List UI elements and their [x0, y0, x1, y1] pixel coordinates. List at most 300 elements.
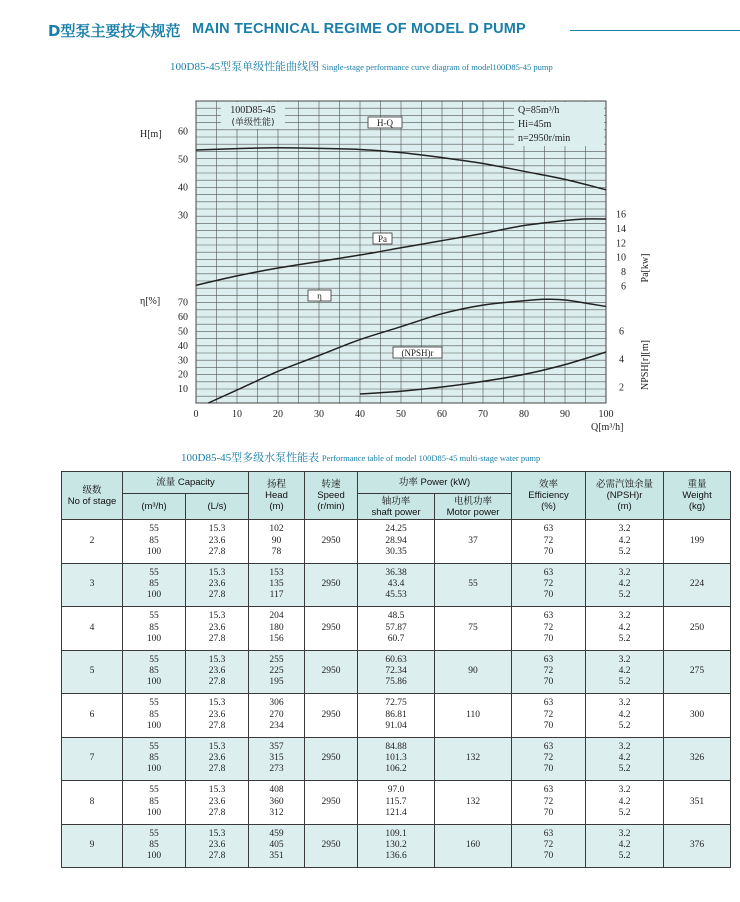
cell-npsh [586, 824, 664, 868]
cell-value: 91.04 [385, 720, 407, 731]
cell-npsh [586, 694, 664, 738]
cell-value: 234 [269, 720, 284, 731]
cell-value: 23.6 [208, 535, 226, 546]
cell-value: 5.2 [618, 633, 631, 644]
table-row [62, 650, 731, 694]
pa-tick-label: 10 [616, 252, 626, 264]
header-head: 扬程 Head (m) [249, 472, 305, 520]
cell-eff [512, 694, 586, 738]
spec-line: Hi=45m [518, 119, 552, 130]
cell-value: 156 [269, 633, 284, 644]
cell-value: 27.8 [208, 546, 226, 557]
cell-stage: 2 [62, 520, 123, 564]
page-header [48, 20, 738, 44]
npsh-axis-label: NPSH[r][m] [640, 340, 651, 390]
cell-npsh [586, 650, 664, 694]
h-tick-label: 30 [178, 210, 188, 222]
cell-value: 23.6 [208, 579, 226, 590]
cell-value: 72 [543, 622, 554, 633]
spec-line: Q=85m³/h [518, 105, 560, 116]
cell-value: 70 [543, 851, 554, 862]
cell-value: 153 [269, 567, 284, 578]
cell-value: 5.2 [618, 851, 631, 862]
cell-motor: 55 [435, 563, 512, 607]
cell-value: 85 [149, 579, 159, 590]
cell-weight: 351 [664, 781, 731, 825]
cell-value: 72 [543, 840, 554, 851]
cell-motor: 75 [435, 607, 512, 651]
cell-value: 15.3 [208, 654, 226, 665]
cell-ls [186, 520, 249, 564]
cell-m3h [123, 520, 186, 564]
cell-speed: 2950 [305, 520, 358, 564]
cell-shaft [358, 650, 435, 694]
cell-head [249, 781, 305, 825]
cell-npsh [586, 520, 664, 564]
cell-value: 357 [269, 741, 284, 752]
cell-value: 3.2 [618, 741, 631, 752]
cell-stage: 4 [62, 607, 123, 651]
cell-value: 63 [543, 567, 554, 578]
cell-value: 63 [543, 785, 554, 796]
cell-shaft [358, 520, 435, 564]
cell-value: 106.2 [385, 764, 407, 775]
cell-value: 136.6 [385, 851, 407, 862]
cell-speed: 2950 [305, 781, 358, 825]
cell-value: 315 [269, 753, 284, 764]
header-rule [570, 30, 740, 31]
x-tick-label: 50 [396, 409, 406, 420]
x-tick-label: 90 [560, 409, 570, 420]
cell-motor: 110 [435, 694, 512, 738]
cell-value: 100 [146, 590, 162, 601]
table-row [62, 737, 731, 781]
npsh-tick-label: 6 [619, 326, 624, 338]
cell-value: 72 [543, 753, 554, 764]
cell-speed: 2950 [305, 737, 358, 781]
pa-tick-label: 6 [621, 281, 626, 293]
cell-speed: 2950 [305, 563, 358, 607]
cell-value: 85 [149, 796, 159, 807]
cell-value: 60.7 [387, 633, 405, 644]
cell-value: 135 [269, 579, 284, 590]
cell-value: 45.53 [385, 590, 407, 601]
pa-axis-label: Pa[kw] [640, 253, 651, 283]
x-tick-label: 60 [437, 409, 447, 420]
cell-value: 28.94 [385, 535, 407, 546]
eta-tick-label: 30 [178, 355, 188, 367]
cell-shaft [358, 563, 435, 607]
npsh-tick-label: 2 [619, 382, 624, 394]
cell-eff [512, 607, 586, 651]
cell-value: 408 [269, 785, 284, 796]
cell-head [249, 650, 305, 694]
header-npsh: 必需汽蚀余量 (NPSH)r (m) [586, 472, 664, 520]
performance-table [61, 471, 731, 868]
cell-value: 36.38 [385, 567, 407, 578]
table-body [62, 520, 731, 868]
series-label: (NPSH)r [401, 348, 434, 358]
cell-value: 15.3 [208, 741, 226, 752]
cell-value: 3.2 [618, 524, 631, 535]
cell-value: 23.6 [208, 666, 226, 677]
cell-value: 109.1 [385, 828, 407, 839]
cell-value: 23.6 [208, 796, 226, 807]
cell-eff [512, 563, 586, 607]
pa-tick-label: 16 [616, 209, 626, 221]
cell-value: 15.3 [208, 785, 226, 796]
header-title-cn: D型泵主要技术规范 [48, 22, 181, 40]
cell-m3h [123, 607, 186, 651]
cell-value: 459 [269, 828, 284, 839]
cell-value: 72.75 [385, 698, 407, 709]
cell-value: 15.3 [208, 524, 226, 535]
cell-ls [186, 737, 249, 781]
x-tick-label: 10 [232, 409, 242, 420]
cell-npsh [586, 563, 664, 607]
cell-ls [186, 650, 249, 694]
cell-value: 60.63 [385, 654, 407, 665]
cell-value: 27.8 [208, 807, 226, 818]
cell-value: 72 [543, 796, 554, 807]
table-row [62, 694, 731, 738]
cell-value: 85 [149, 666, 159, 677]
cell-value: 55 [149, 654, 159, 665]
cell-value: 97.0 [387, 785, 405, 796]
table-row [62, 824, 731, 868]
eta-tick-label: 70 [178, 297, 188, 309]
table-row [62, 607, 731, 651]
cell-value: 5.2 [618, 546, 631, 557]
x-tick-label: 20 [273, 409, 283, 420]
header-capacity: 流量 Capacity [123, 472, 249, 494]
cell-value: 15.3 [208, 828, 226, 839]
cell-ls [186, 781, 249, 825]
cell-value: 72 [543, 535, 554, 546]
cell-value: 55 [149, 828, 159, 839]
table-row [62, 563, 731, 607]
cell-m3h [123, 694, 186, 738]
cell-value: 3.2 [618, 567, 631, 578]
cell-eff [512, 650, 586, 694]
header-weight: 重量 Weight (kg) [664, 472, 731, 520]
cell-value: 405 [269, 840, 284, 851]
cell-stage: 6 [62, 694, 123, 738]
cell-value: 4.2 [618, 622, 631, 633]
cell-value: 130.2 [385, 840, 407, 851]
cell-value: 100 [146, 677, 162, 688]
cell-weight: 326 [664, 737, 731, 781]
cell-value: 100 [146, 546, 162, 557]
cell-value: 312 [269, 807, 284, 818]
cell-value: 5.2 [618, 807, 631, 818]
cell-value: 306 [269, 698, 284, 709]
cell-value: 30.35 [385, 546, 407, 557]
cell-m3h [123, 824, 186, 868]
cell-motor: 90 [435, 650, 512, 694]
cell-value: 75.86 [385, 677, 407, 688]
eta-tick-label: 60 [178, 312, 188, 324]
cell-value: 101.3 [385, 753, 407, 764]
table-subtitle-en: Performance table of model 100D85-45 multi-stage water pump [321, 453, 541, 463]
cell-value: 43.4 [387, 579, 405, 590]
header-power: 功率 Power (kW) [358, 472, 512, 494]
cell-value: 23.6 [208, 709, 226, 720]
cell-m3h [123, 563, 186, 607]
cell-npsh [586, 607, 664, 651]
h-tick-label: 40 [178, 182, 188, 194]
cell-value: 270 [269, 709, 284, 720]
cell-m3h [123, 781, 186, 825]
cell-value: 63 [543, 524, 554, 535]
cell-motor: 132 [435, 737, 512, 781]
cell-weight: 224 [664, 563, 731, 607]
cell-value: 23.6 [208, 622, 226, 633]
cell-value: 85 [149, 840, 159, 851]
cell-value: 24.25 [385, 524, 407, 535]
pa-tick-label: 8 [621, 267, 626, 279]
cell-value: 15.3 [208, 611, 226, 622]
cell-shaft [358, 824, 435, 868]
cell-value: 85 [149, 622, 159, 633]
cell-head [249, 607, 305, 651]
cell-value: 55 [149, 698, 159, 709]
cell-npsh [586, 781, 664, 825]
h-tick-label: 50 [178, 154, 188, 166]
cell-value: 4.2 [618, 666, 631, 677]
header-cap-m3h: (m³/h) [123, 494, 186, 520]
cell-value: 195 [269, 677, 284, 688]
cell-ls [186, 694, 249, 738]
cell-motor: 132 [435, 781, 512, 825]
cell-head [249, 824, 305, 868]
cell-value: 84.88 [385, 741, 407, 752]
cell-eff [512, 824, 586, 868]
series-label: η [317, 291, 322, 301]
cell-value: 90 [271, 535, 282, 546]
cell-value: 63 [543, 828, 554, 839]
eta-tick-label: 50 [178, 326, 188, 338]
cell-weight: 376 [664, 824, 731, 868]
eta-tick-label: 40 [178, 340, 188, 352]
cell-value: 70 [543, 807, 554, 818]
cell-head [249, 694, 305, 738]
cell-value: 85 [149, 709, 159, 720]
cell-weight: 250 [664, 607, 731, 651]
cell-value: 27.8 [208, 677, 226, 688]
x-tick-label: 100 [598, 409, 614, 420]
cell-speed: 2950 [305, 650, 358, 694]
cell-value: 85 [149, 753, 159, 764]
cell-shaft [358, 694, 435, 738]
cell-shaft [358, 737, 435, 781]
cell-value: 72.34 [385, 666, 407, 677]
cell-motor: 160 [435, 824, 512, 868]
eta-axis-label: η[%] [140, 296, 161, 307]
x-tick-label: 80 [519, 409, 529, 420]
chart-subtitle-cn: 100D85-45型泵单级性能曲线图 [170, 61, 320, 73]
cell-weight: 199 [664, 520, 731, 564]
cell-value: 4.2 [618, 840, 631, 851]
x-tick-label: 0 [193, 409, 199, 420]
cell-value: 70 [543, 633, 554, 644]
cell-value: 63 [543, 698, 554, 709]
x-axis-label: Q[m³/h] [591, 422, 624, 433]
table-subtitle [181, 449, 540, 465]
eta-tick-label: 20 [178, 369, 188, 381]
cell-eff [512, 737, 586, 781]
cell-value: 3.2 [618, 611, 631, 622]
cell-value: 121.4 [385, 807, 407, 818]
cell-value: 63 [543, 654, 554, 665]
cell-value: 255 [269, 654, 284, 665]
chart-subtitle-en: Single-stage performance curve diagram of model100D85-45 pump [321, 62, 553, 72]
cell-weight: 275 [664, 650, 731, 694]
cell-value: 3.2 [618, 785, 631, 796]
cell-stage: 7 [62, 737, 123, 781]
header-speed: 转速 Speed (r/min) [305, 472, 358, 520]
cell-value: 102 [269, 524, 284, 535]
cell-value: 27.8 [208, 633, 226, 644]
cell-npsh [586, 737, 664, 781]
cell-value: 55 [149, 524, 159, 535]
pa-tick-label: 14 [616, 223, 626, 235]
cell-head [249, 737, 305, 781]
cell-value: 100 [146, 633, 162, 644]
cell-motor: 37 [435, 520, 512, 564]
x-tick-label: 70 [478, 409, 488, 420]
cell-value: 63 [543, 741, 554, 752]
cell-value: 78 [271, 546, 282, 557]
cell-eff [512, 520, 586, 564]
cell-stage: 3 [62, 563, 123, 607]
header-shaft-power: 轴功率 shaft power [358, 494, 435, 520]
header-stage: 级数 No of stage [62, 472, 123, 520]
cell-value: 55 [149, 611, 159, 622]
h-axis-label: H[m] [140, 129, 162, 140]
cell-value: 3.2 [618, 828, 631, 839]
cell-value: 15.3 [208, 698, 226, 709]
cell-stage: 8 [62, 781, 123, 825]
cell-value: 27.8 [208, 764, 226, 775]
eta-tick-label: 10 [178, 384, 188, 396]
cell-value: 70 [543, 546, 554, 557]
series-label: H-Q [377, 118, 393, 128]
header-cap-ls: (L/s) [186, 494, 249, 520]
header-title-en: MAIN TECHNICAL REGIME OF MODEL D PUMP [192, 21, 526, 37]
cell-value: 100 [146, 764, 162, 775]
cell-value: 180 [269, 622, 284, 633]
cell-value: 55 [149, 785, 159, 796]
cell-value: 27.8 [208, 720, 226, 731]
cell-speed: 2950 [305, 694, 358, 738]
cell-value: 225 [269, 666, 284, 677]
cell-shaft [358, 781, 435, 825]
series-label: Pa [378, 234, 387, 244]
header-motor-power: 电机功率 Motor power [435, 494, 512, 520]
cell-value: 70 [543, 764, 554, 775]
cell-m3h [123, 650, 186, 694]
cell-value: 72 [543, 666, 554, 677]
cell-speed: 2950 [305, 824, 358, 868]
chart-subtitle [170, 58, 553, 74]
spec-line: n=2950r/min [518, 133, 571, 144]
cell-value: 351 [269, 851, 284, 862]
cell-value: 70 [543, 677, 554, 688]
cell-value: 85 [149, 535, 159, 546]
cell-value: 204 [269, 611, 284, 622]
cell-value: 15.3 [208, 567, 226, 578]
cell-value: 5.2 [618, 764, 631, 775]
cell-ls [186, 607, 249, 651]
cell-value: 3.2 [618, 654, 631, 665]
cell-value: 100 [146, 851, 162, 862]
cell-value: 55 [149, 741, 159, 752]
table-subtitle-cn: 100D85-45型多级水泵性能表 [181, 452, 320, 464]
cell-value: 86.81 [385, 709, 407, 720]
cell-ls [186, 563, 249, 607]
cell-value: 72 [543, 579, 554, 590]
cell-value: 23.6 [208, 753, 226, 764]
cell-value: 72 [543, 709, 554, 720]
cell-value: 57.87 [385, 622, 407, 633]
cell-value: 4.2 [618, 709, 631, 720]
cell-value: 70 [543, 590, 554, 601]
cell-stage: 9 [62, 824, 123, 868]
cell-value: 4.2 [618, 796, 631, 807]
cell-value: 27.8 [208, 590, 226, 601]
cell-stage: 5 [62, 650, 123, 694]
x-tick-label: 40 [355, 409, 365, 420]
cell-value: 5.2 [618, 590, 631, 601]
cell-value: 360 [269, 796, 284, 807]
table-row [62, 520, 731, 564]
table-row [62, 781, 731, 825]
cell-value: 55 [149, 567, 159, 578]
cell-value: 4.2 [618, 753, 631, 764]
cell-value: 5.2 [618, 677, 631, 688]
cell-value: 70 [543, 720, 554, 731]
cell-weight: 300 [664, 694, 731, 738]
stage-label: (单级性能) [231, 118, 275, 128]
cell-value: 63 [543, 611, 554, 622]
cell-ls [186, 824, 249, 868]
cell-value: 100 [146, 807, 162, 818]
performance-chart [0, 80, 740, 440]
cell-speed: 2950 [305, 607, 358, 651]
cell-m3h [123, 737, 186, 781]
cell-head [249, 520, 305, 564]
pa-tick-label: 12 [616, 238, 626, 250]
h-tick-label: 60 [178, 126, 188, 138]
cell-eff [512, 781, 586, 825]
cell-head [249, 563, 305, 607]
cell-value: 4.2 [618, 535, 631, 546]
cell-value: 115.7 [385, 796, 407, 807]
cell-value: 3.2 [618, 698, 631, 709]
cell-value: 117 [269, 590, 284, 601]
cell-value: 100 [146, 720, 162, 731]
model-label: 100D85-45 [230, 105, 276, 116]
cell-value: 23.6 [208, 840, 226, 851]
cell-value: 273 [269, 764, 284, 775]
cell-shaft [358, 607, 435, 651]
cell-value: 48.5 [387, 611, 405, 622]
header-efficiency: 效率 Efficiency (%) [512, 472, 586, 520]
npsh-tick-label: 4 [619, 354, 624, 366]
x-tick-label: 30 [314, 409, 324, 420]
cell-value: 5.2 [618, 720, 631, 731]
